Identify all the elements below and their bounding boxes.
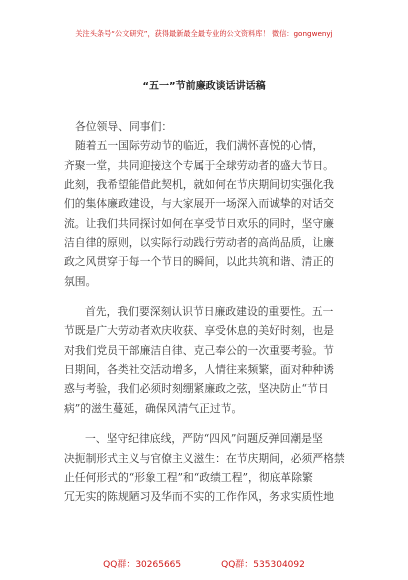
paragraph-line: 对我们党员干部廉洁自律、克己奉公的一次重要考验。节 (64, 343, 334, 357)
paragraph-spacer (91, 291, 351, 302)
paragraph-line: 节既是广大劳动者欢庆收获、享受休息的美好时刻，也是 (64, 324, 334, 338)
footer (0, 559, 408, 571)
paragraph-line: 随着五一国际劳动节的临近，我们满怀喜悦的心情， (75, 139, 324, 153)
document-title: “五一”节前廉政谈话讲话稿 (142, 81, 266, 92)
footer-qq-group-left: QQ群：30265665 (103, 560, 182, 570)
paragraph-line: 日期间，各类社交活动增多，人情往来频繁，面对种种诱 (64, 363, 334, 377)
paragraph-line: 齐聚一堂，共同迎接这个专属于全球劳动者的盛大节日。 (64, 158, 334, 172)
salutation: 各位领导、同事们： (75, 120, 173, 133)
paragraph-line: 流。让我们共同探讨如何在享受节日欢乐的同时，坚守廉 (64, 216, 334, 230)
paragraph-line: 惑与考验，我们必须时刻绷紧廉政之弦，坚决防止“节日 (64, 382, 329, 396)
paragraph-line: 洁自律的原则，以实际行动践行劳动者的高尚品质，让廉 (64, 236, 334, 250)
paragraph-line: 决扼制形式主义与官僚主义滋生：在节庆期间，必须严格禁 (64, 451, 345, 465)
paragraph-line: 此刻，我希望能借此契机，就如何在节庆期间切实强化我 (64, 178, 334, 192)
paragraph-line: 政之风贯穿于每一个节日的瞬间，以此共筑和谐、清正的 (64, 255, 334, 269)
paragraph-line: 们的集体廉政建设，与大家展开一场深入而诚挚的对话交 (64, 197, 334, 211)
paragraph-line: 止任何形式的“形象工程”和“政绩工程”，彻底革除繁 (64, 470, 313, 484)
footer-qq-group-right: QQ群：535304092 (221, 560, 305, 570)
paragraph-spacer (91, 418, 351, 429)
paragraph-line: 氛围。 (64, 274, 97, 288)
paragraph-line: 首先，我们要深刻认识节日廉政建设的重要性。五一 (85, 305, 334, 319)
document-body (64, 117, 351, 507)
header-banner: 关注头条号“公文研究”，获得最新最全最专业的公文资料库！ 微信：gongwenyj (75, 29, 333, 38)
paragraph-line: 一、坚守纪律底线，严防“四风”问题反弹回潮是坚 (85, 432, 323, 446)
paragraph-line: 冗无实的陈规陋习及华而不实的工作作风，务求实质性地 (64, 490, 334, 504)
paragraph-line: 病”的滋生蔓延，确保风清气正过节。 (64, 401, 243, 415)
